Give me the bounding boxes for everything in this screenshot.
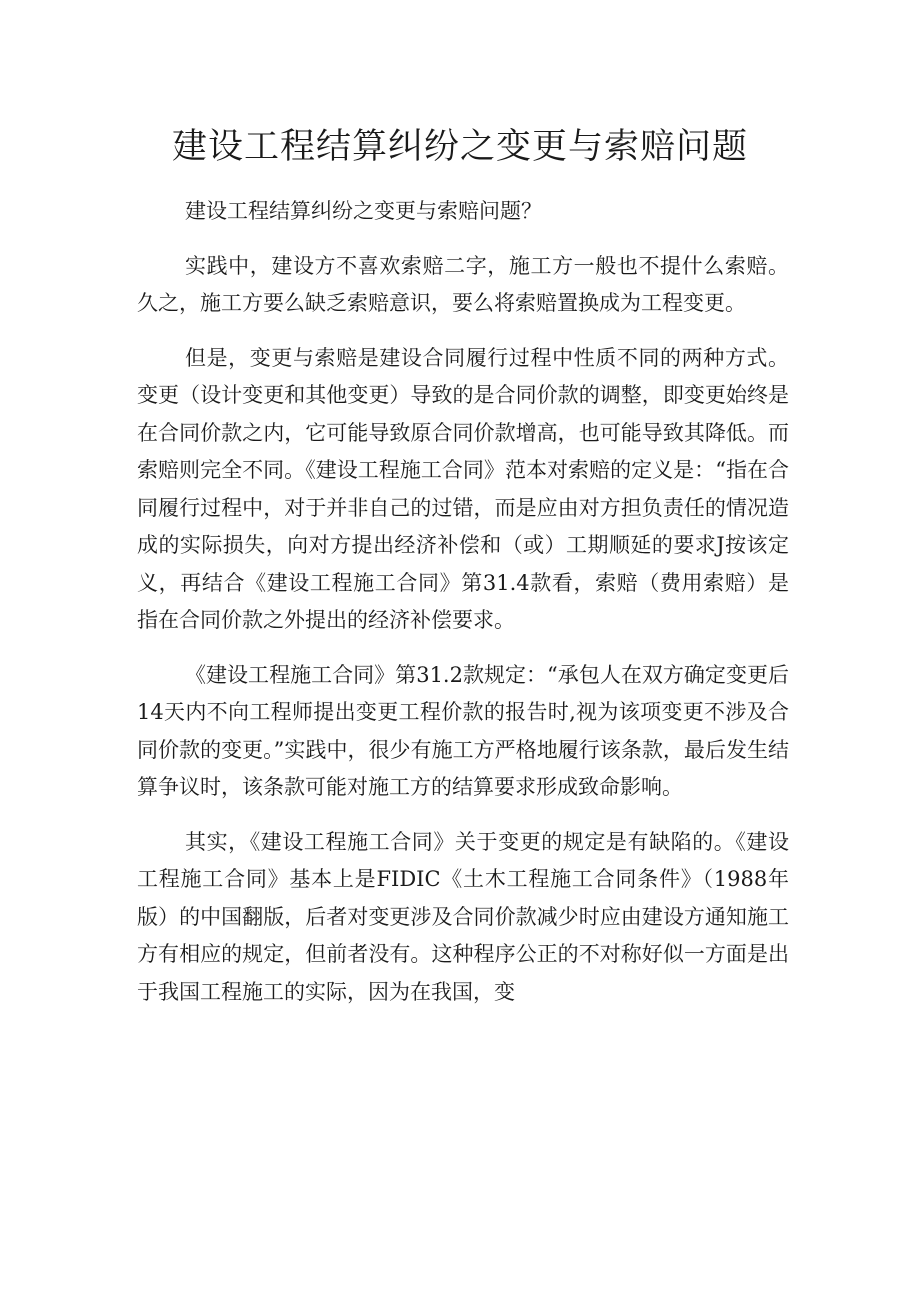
- paragraph-subtitle: 建设工程结算纠纷之变更与索赔问题？: [185, 199, 542, 223]
- paragraph-clause-31-2: 《建设工程施工合同》第31.2款规定：“承包人在双方确定变更后14天内不向工程师提出变更工程价款的报告时,视为该项变更不涉及合同价款的变更。”实践中，很少有施工方严格地履行该条款，最后发生结算争议时，该条款可能对施工方的结算要求形成致命影响。: [137, 662, 789, 799]
- document-title: 建设工程结算纠纷之变更与索赔问题: [171, 127, 748, 167]
- paragraph-practice: 实践中，建设方不喜欢索赔二字，施工方一般也不提什么索赔。久之，施工方要么缺乏索赔意识，要么将索赔置换成为工程变更。: [137, 253, 789, 315]
- paragraph-change-vs-claim: 但是，变更与索赔是建设合同履行过程中性质不同的两种方式。变更（设计变更和其他变更）导致的是合同价款的调整，即变更始终是在合同价款之内，它可能导致原合同价款增高，也可能导致其降低。而索赔则完全不同。《建设工程施工合同》范本对索赔的定义是：“指在合同履行过程中，对于并非自己的过错，而是应由对方担负责任的情况造成的实际损失，向对方提出经济补偿和（或）工期顺延的要求J按该定义，再结合《建设工程施工合同》第31.4款看，索赔（费用索赔）是指在合同价款之外提出的经济补偿要求。: [137, 345, 789, 632]
- paragraph-contract-defect: 其实，《建设工程施工合同》关于变更的规定是有缺陷的。《建设工程施工合同》基本上是FIDIC《土木工程施工合同条件》（1988年版）的中国翻版，后者对变更涉及合同价款减少时应由建设方通知施工方有相应的规定，但前者没有。这种程序公正的不对称好似一方面是出于我国工程施工的实际，因为在我国，变: [137, 829, 789, 1004]
- document-body: [137, 193, 789, 1028]
